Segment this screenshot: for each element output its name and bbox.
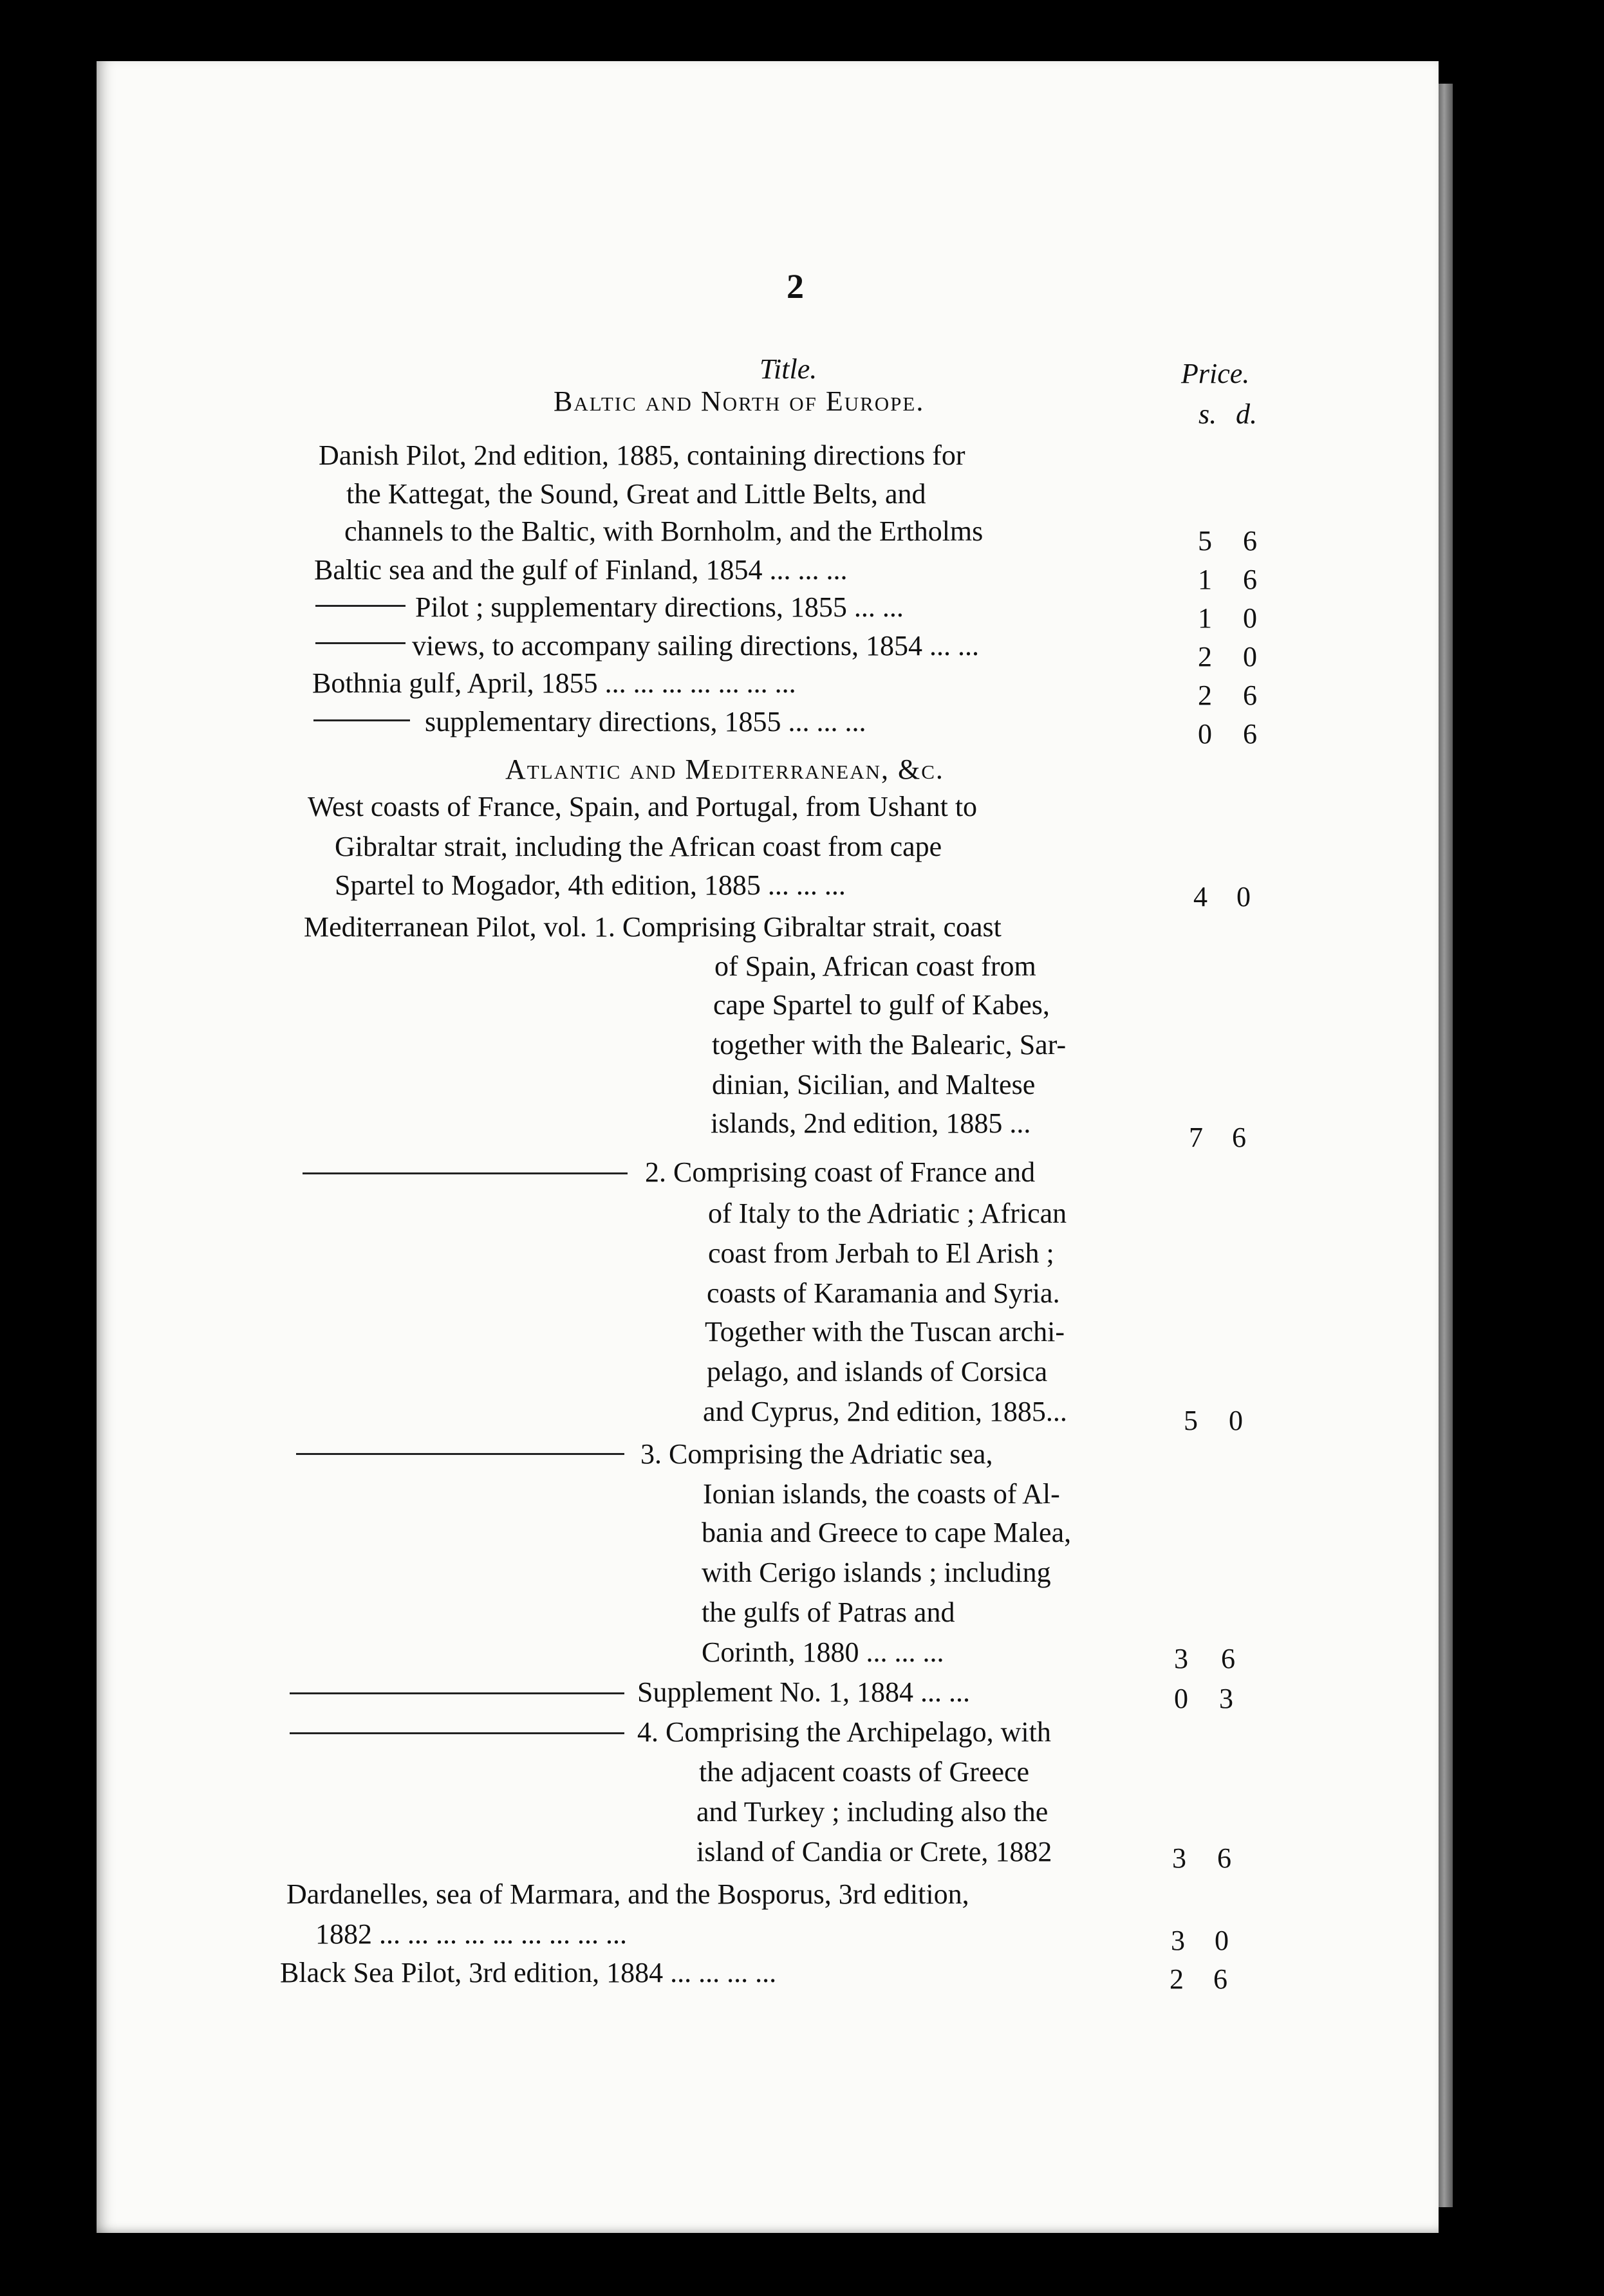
price-pence: 6 xyxy=(1213,1963,1227,1995)
entry-line: supplementary directions, 1855 ... ... ... xyxy=(425,706,866,737)
entry-line: 2. Comprising coast of France and xyxy=(645,1156,1036,1188)
entry-line: Pilot ; supplementary directions, 1855 ... ... xyxy=(415,591,904,623)
price-shillings: 3 xyxy=(1171,1925,1185,1956)
price-shillings: 1 xyxy=(1198,602,1212,634)
entry-line: Spartel to Mogador, 4th edition, 1885 ... ... ... xyxy=(335,869,846,901)
entry-line: 3. Comprising the Adriatic sea, xyxy=(640,1438,993,1470)
price-pence: 0 xyxy=(1243,602,1257,634)
entry-line: Supplement No. 1, 1884 ... ... xyxy=(637,1676,970,1708)
entry-line: islands, 2nd edition, 1885 ... xyxy=(711,1107,1031,1139)
price-shillings: 2 xyxy=(1170,1963,1184,1995)
price-shillings: 5 xyxy=(1184,1405,1198,1436)
price-pence: 6 xyxy=(1243,525,1257,557)
price-shillings: 4 xyxy=(1193,881,1208,912)
entry-line: together with the Balearic, Sar- xyxy=(712,1029,1067,1060)
entry-line: Ionian islands, the coasts of Al- xyxy=(703,1478,1060,1510)
ditto-dash xyxy=(313,719,410,721)
entry-line: and Cyprus, 2nd edition, 1885... xyxy=(703,1396,1067,1427)
ditto-dash xyxy=(296,1453,624,1455)
shillings-heading: s. xyxy=(1198,398,1217,430)
entry-line: of Italy to the Adriatic ; African xyxy=(708,1198,1067,1229)
price-pence: 6 xyxy=(1243,564,1257,595)
price-pence: 0 xyxy=(1243,641,1257,672)
price-pence: 6 xyxy=(1232,1122,1246,1153)
entry-line: coast from Jerbah to El Arish ; xyxy=(708,1237,1054,1269)
price-shillings: 1 xyxy=(1198,564,1212,595)
entry-line: Bothnia gulf, April, 1855 ... ... ... ... ... ... ... xyxy=(312,667,796,699)
entry-line: views, to accompany sailing directions, 1854 ... ... xyxy=(412,630,980,662)
price-pence: 3 xyxy=(1219,1683,1233,1714)
entry-line: the adjacent coasts of Greece xyxy=(699,1756,1030,1788)
entry-line: the Kattegat, the Sound, Great and Little Belts, and xyxy=(346,478,926,510)
entry-line: channels to the Baltic, with Bornholm, and the Ertholms xyxy=(344,515,984,547)
price-pence: 6 xyxy=(1243,680,1257,711)
entry-line: with Cerigo islands ; including xyxy=(702,1557,1051,1588)
section-heading-baltic: Baltic and North of Europe. xyxy=(554,385,925,417)
entry-line: of Spain, African coast from xyxy=(714,950,1036,982)
ditto-dash xyxy=(303,1172,628,1174)
title-column-heading: Title. xyxy=(760,353,817,385)
price-shillings: 5 xyxy=(1198,525,1212,557)
entry-line: island of Candia or Crete, 1882 xyxy=(696,1836,1052,1867)
price-column-heading: Price. xyxy=(1181,358,1250,389)
price-pence: 6 xyxy=(1217,1842,1231,1874)
entry-line: coasts of Karamania and Syria. xyxy=(707,1277,1060,1309)
price-pence: 6 xyxy=(1221,1643,1235,1674)
ditto-dash xyxy=(290,1732,624,1734)
price-pence: 0 xyxy=(1215,1925,1229,1956)
entry-line: the gulfs of Patras and xyxy=(702,1597,955,1628)
price-shillings: 7 xyxy=(1189,1122,1203,1153)
entry-line: bania and Greece to cape Malea, xyxy=(702,1517,1072,1548)
entry-line: Together with the Tuscan archi- xyxy=(705,1316,1065,1347)
pence-heading: d. xyxy=(1236,398,1257,430)
price-shillings: 2 xyxy=(1198,680,1212,711)
entry-line: and Turkey ; including also the xyxy=(696,1796,1049,1828)
entry-line: dinian, Sicilian, and Maltese xyxy=(712,1069,1036,1100)
ditto-dash xyxy=(315,605,406,607)
entry-line: 4. Comprising the Archipelago, with xyxy=(637,1716,1051,1748)
price-shillings: 2 xyxy=(1198,641,1212,672)
price-shillings: 0 xyxy=(1198,718,1212,750)
price-pence: 6 xyxy=(1243,718,1257,750)
entry-line: Danish Pilot, 2nd edition, 1885, containing directions for xyxy=(319,440,965,471)
entry-line: pelago, and islands of Corsica xyxy=(707,1356,1048,1387)
entry-line: cape Spartel to gulf of Kabes, xyxy=(713,989,1050,1021)
entry-line: Black Sea Pilot, 3rd edition, 1884 ... ... ... ... xyxy=(280,1957,777,1988)
entry-line: Corinth, 1880 ... ... ... xyxy=(702,1636,944,1668)
book-spine-edge xyxy=(1439,84,1453,2207)
price-shillings: 3 xyxy=(1172,1842,1186,1874)
ditto-dash xyxy=(315,642,406,644)
entry-line: West coasts of France, Spain, and Portugal, from Ushant to xyxy=(308,791,978,822)
page-number: 2 xyxy=(787,267,804,306)
entry-line: Dardanelles, sea of Marmara, and the Bosporus, 3rd edition, xyxy=(286,1878,969,1910)
entry-line: 1882 ... ... ... ... ... ... ... ... ... xyxy=(315,1918,627,1950)
entry-line: Gibraltar strait, including the African coast from cape xyxy=(335,831,942,862)
entry-line: Baltic sea and the gulf of Finland, 1854 ... ... ... xyxy=(314,554,848,586)
price-pence: 0 xyxy=(1229,1405,1243,1436)
price-shillings: 0 xyxy=(1174,1683,1188,1714)
ditto-dash xyxy=(290,1692,624,1694)
price-shillings: 3 xyxy=(1174,1643,1188,1674)
price-pence: 0 xyxy=(1236,881,1251,912)
section-heading-atlantic: Atlantic and Mediterranean, &c. xyxy=(505,754,944,785)
entry-line: Mediterranean Pilot, vol. 1. Comprising Gibraltar strait, coast xyxy=(304,911,1002,943)
